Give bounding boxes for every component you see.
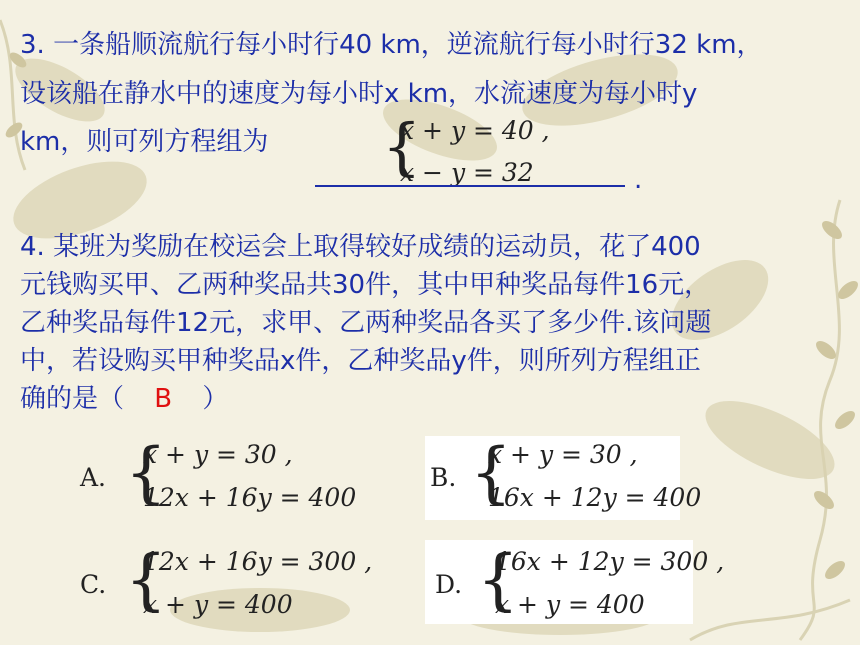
option-b-letter: B. [430,463,457,492]
q3-line2: 设该船在静水中的速度为每小时x km，水流速度为每小时y [20,79,698,109]
brace-icon: { [125,541,167,618]
option-b-eq1: x + y = 30 , [488,440,638,469]
q3-answer-equation-system [382,112,582,192]
option-b-system [470,434,702,522]
option-d-eq1: 16x + 12y = 300 , [495,547,725,576]
option-a-letter: A. [80,463,107,492]
q3-blank-end: . [634,165,643,195]
q4-line5-prefix: 确的是（ [20,384,125,414]
brace-icon: { [477,541,519,618]
brace-icon: { [382,110,422,183]
q3-answer-eq2: x − y = 32 [400,158,534,187]
option-c-eq1: 12x + 16y = 300 , [143,547,373,576]
option-d-eq2: x + y = 400 [495,590,645,619]
q3-answer-eq1: x + y = 40 , [400,116,550,145]
q4-line5-suffix: ） [202,384,229,414]
option-c-system [125,541,373,629]
option-a-eq1: x + y = 30 , [143,440,293,469]
option-a-system [125,434,357,522]
option-d-system [477,541,725,629]
option-c-eq2: x + y = 400 [143,590,293,619]
option-b-eq2: 16x + 12y = 400 [488,483,702,512]
q4-answer: B [154,384,173,414]
q4-line2: 元钱购买甲、乙两种奖品共30件，其中甲种奖品每件16元， [20,270,711,300]
option-c-letter: C. [80,570,107,599]
option-d-letter: D. [435,570,463,599]
option-a-eq2: 12x + 16y = 400 [143,483,357,512]
brace-icon: { [470,434,512,511]
q4-line1: 4. 某班为奖励在校运会上取得较好成绩的运动员，花了400 [20,232,701,262]
q3-line1: 3. 一条船顺流航行每小时行40 km，逆流航行每小时行32 km， [20,30,763,60]
brace-icon: { [125,434,167,511]
q3-line3: km，则可列方程组为 [20,127,269,157]
q3-answer-blank-line [315,185,625,187]
q4-line3: 乙种奖品每件12元，求甲、乙两种奖品各买了多少件.该问题 [20,308,712,338]
q4-line4: 中，若设购买甲种奖品x件，乙种奖品y件，则所列方程组正 [20,346,701,376]
q4-line5 [20,384,228,415]
